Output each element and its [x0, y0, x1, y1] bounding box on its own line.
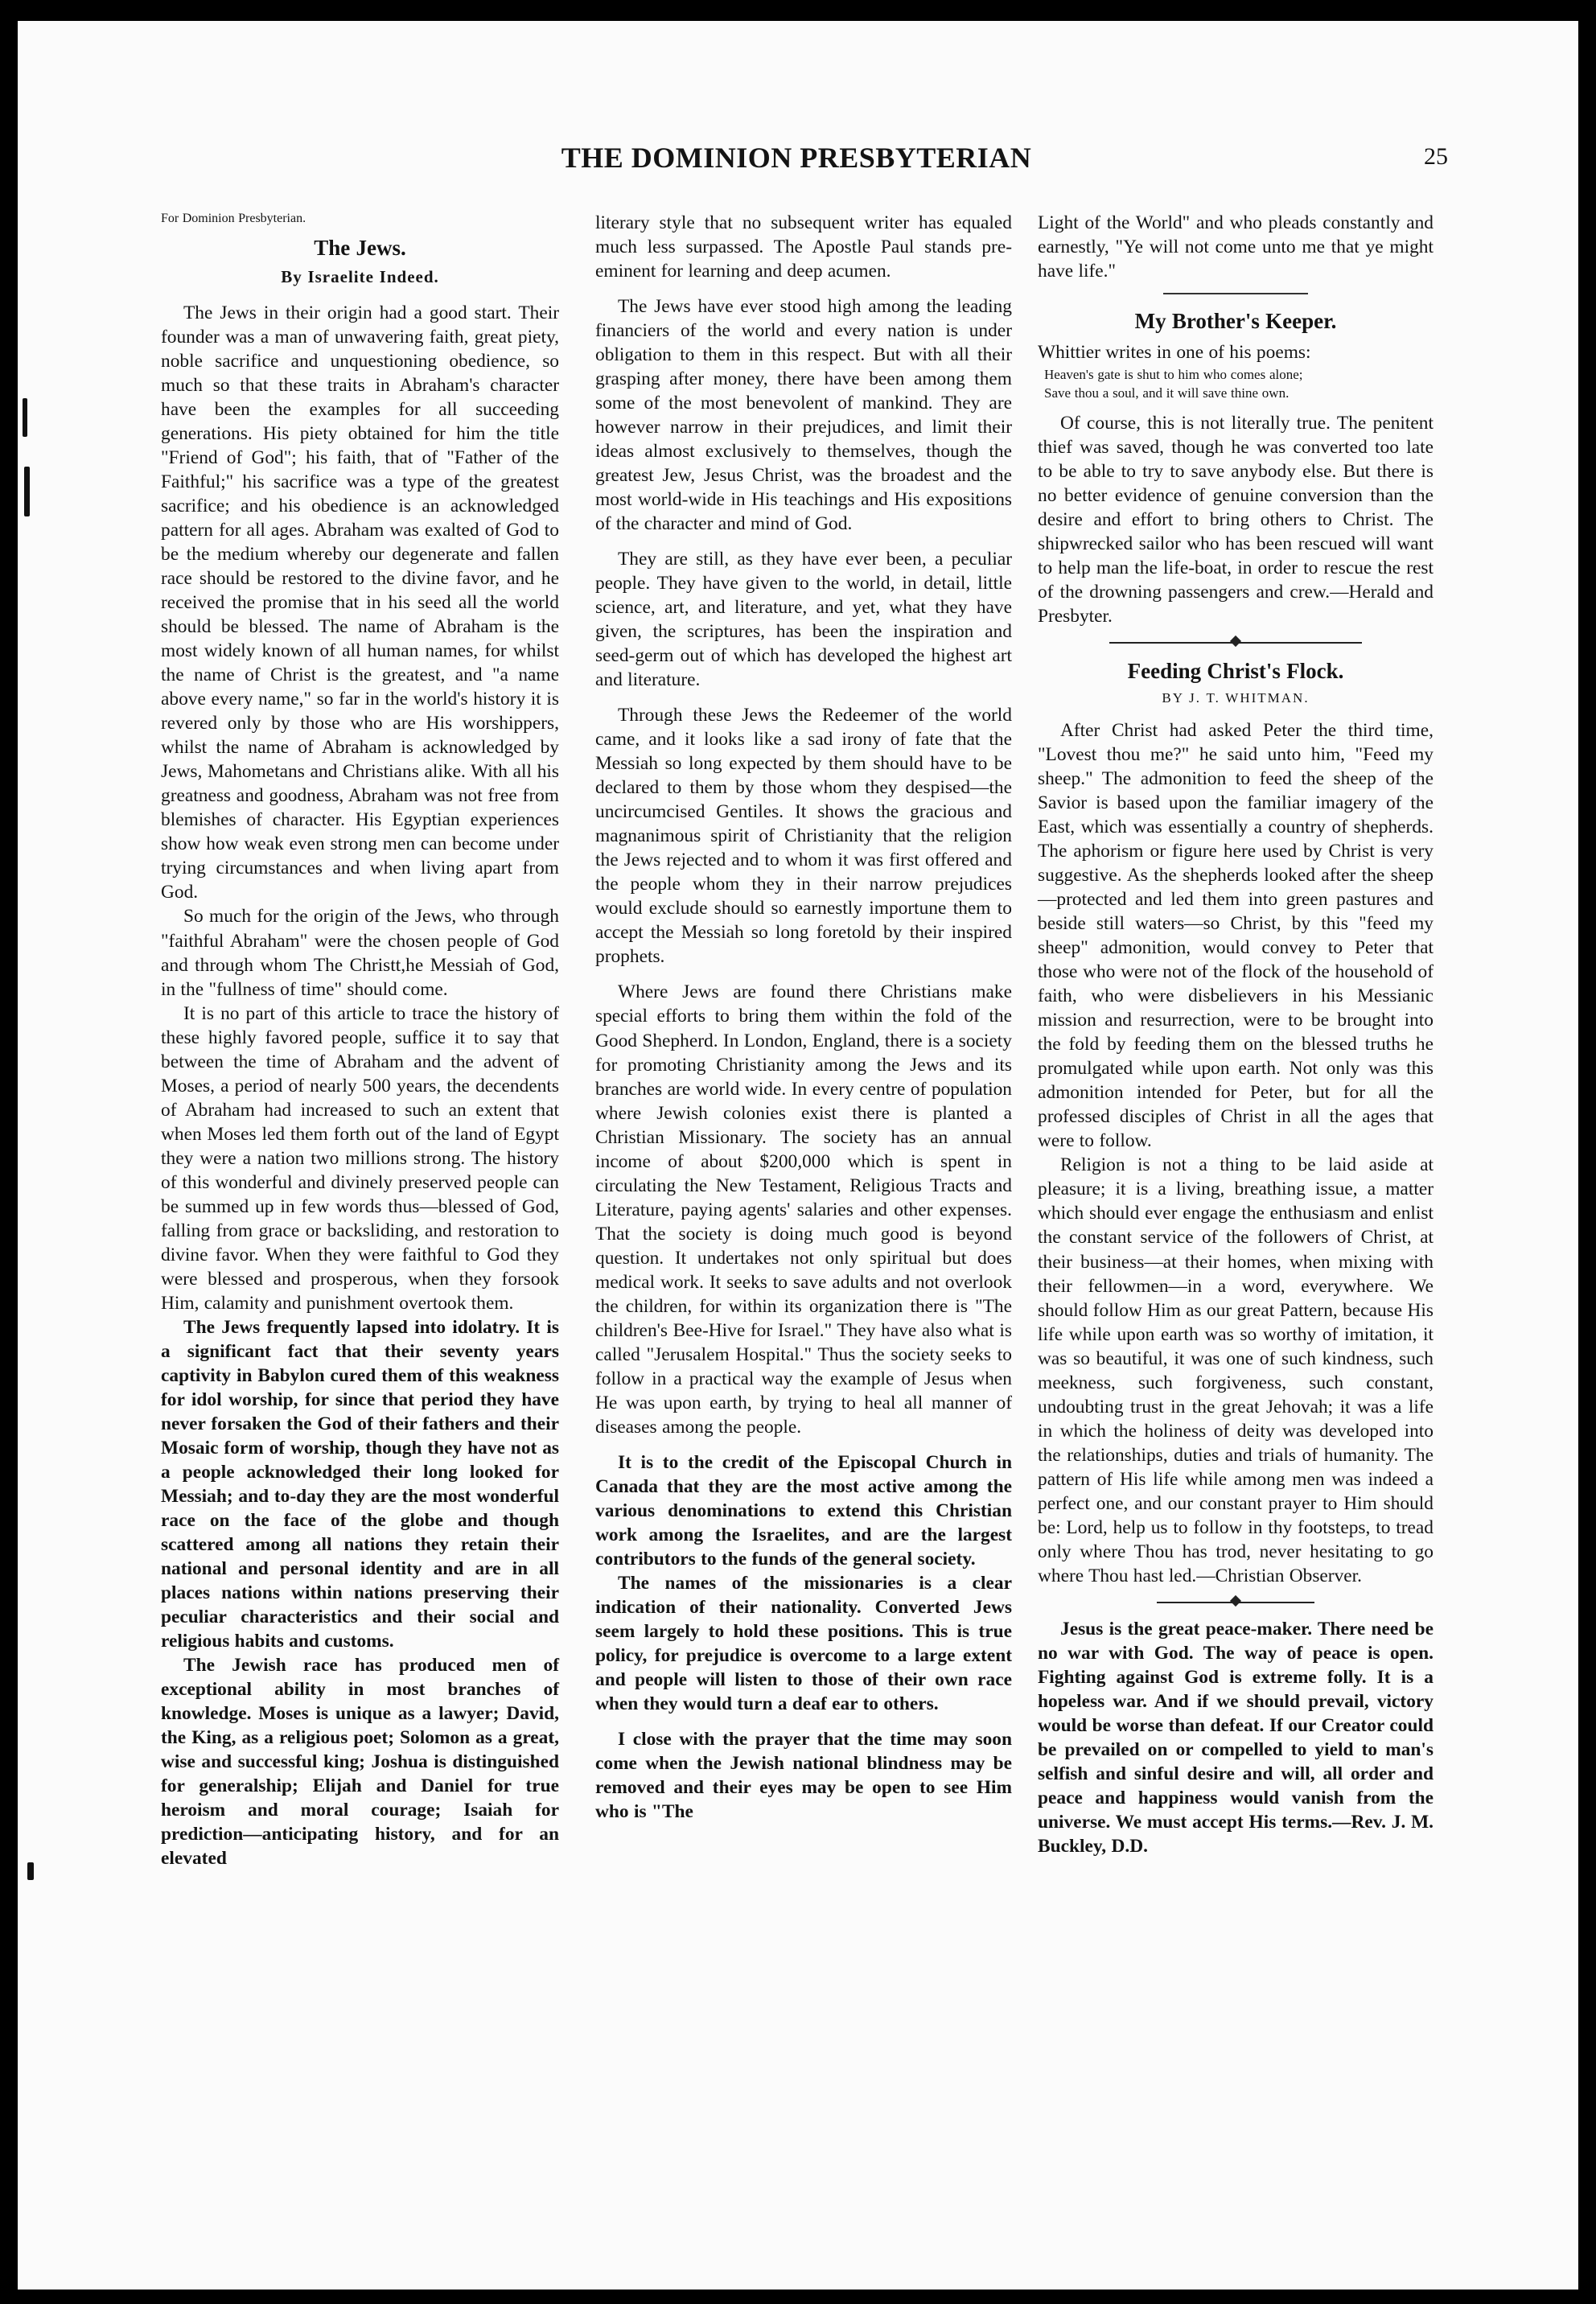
- column-3: [1038, 211, 1434, 1858]
- article-paragraph: Religion is not a thing to be laid aside at pleasure; it is a living, breathing issue, a matter which should ever engage the enthusiasm and enlist the constant service of the followers of Christ, at their business—at their homes, when mixing with their fellowmen—in a word, everywhere. We should follow Him as our great Pattern, because His life while upon earth was so worthy of imitation, it was so beautiful, it was one of such kindness, such meekness, such forgiveness, such constant, undoubting trust in the great Jehovah; it was a life in which the holiness of deity was developed into the relationships, duties and trials of humanity. The pattern of His life while among men was indeed a perfect one, and our constant prayer to Him should be: Lord, help us to follow in thy footsteps, to tread only where Thou has trod, never hesitating to go where Thou hast led.—Christian Observer.: [1038, 1154, 1434, 1586]
- article-paragraph: Light of the World" and who pleads constantly and earnestly, "Ye will not come unto me that ye might have life.": [1038, 212, 1434, 282]
- article-paragraph: Through these Jews the Redeemer of the world came, and it looks like a sad irony of fate that the Messiah so long expected by them should have to be declared to them by those whom they despised—the uncircumcised Gentiles. It shows the gracious and magnanimous spirit of Christianity that the religion the Jews rejected and to whom it was first offered and the people whom they in their narrow prejudices would exclude should so earnestly importune them to accept the Messiah so long foretold by their inspired prophets.: [595, 705, 1012, 968]
- article-paragraph: The Jews in their origin had a good start. Their founder was a man of unwavering faith, great piety, noble sacrifice and unquestioning obedience, so much so that these traits in Abraham's character have been the examples for all succeeding generations. His piety obtained for him the title "Friend of God"; his faith, that of "Father of the Faithful;" his sacrifice was a type of the greatest sacrifice; and his obedience is an acknowledged pattern for all ages. Abraham was exalted of God to be the medium whereby our degenerate and fallen race should be restored to the divine favor, and he received the promise that in his seed all the world should be blessed. The name of Abraham is the most widely known of all human names, for whilst the name of Christ is the greatest, and "a name above every name," so far in the world's history it is revered only by those who are His worshippers, whilst the name of Abraham is acknowledged by Jews, Mahometans and Christians alike. With all his greatness and goodness, Abraham was not free from blemishes of character. His Egyptian experiences show how weak even strong men can become under trying circumstances and when living apart from God.: [161, 302, 559, 903]
- column-1: [161, 211, 559, 1870]
- article-paragraph: They are still, as they have ever been, a peculiar people. They have given to the world, in detail, little science, art, and literature, and yet, what they have given, the scriptures, has been the inspiration and seed-germ out of which has developed the highest art and literature.: [595, 549, 1012, 691]
- poem-line: Heaven's gate is shut to him who comes alone;: [1044, 366, 1303, 382]
- article-paragraph: The Jews have ever stood high among the leading financiers of the world and every nation is under obligation to them in this respect. But with all their grasping after money, there have been among them some of the most benevolent of mankind. They are however narrow in their prejudices, and limit their ideas almost exclusively to themselves, though the greatest Jew, Jesus Christ, was the broadest and the most world-wide in His teachings and His expositions of the character and mind of God.: [595, 296, 1012, 535]
- article-byline-flock: BY J. T. WHITMAN.: [1162, 690, 1310, 706]
- article-kicker: For Dominion Presbyterian.: [161, 212, 306, 225]
- scan-binding-mark-2: [24, 467, 30, 516]
- article-paragraph: It is no part of this article to trace the history of these highly favored people, suffice it to say that between the time of Abraham and the advent of Moses, a period of nearly 500 years, the decendents of Abraham had increased to such an extent that when Moses led them forth out of the land of Egypt they were a nation two millions strong. The history of this wonderful and divinely preserved people can be summed up in few words thus—blessed of God, falling from grace or backsliding, and restoration to divine favor. When they were faithful to God they were blessed and prosperous, when they forsook Him, calamity and punishment overtook them.: [161, 1002, 559, 1314]
- article-intro: Whittier writes in one of his poems:: [1038, 341, 1311, 363]
- article-byline-jews: By Israelite Indeed.: [281, 267, 439, 287]
- article-title-flock: Feeding Christ's Flock.: [1127, 658, 1344, 683]
- article-paragraph: So much for the origin of the Jews, who through "faithful Abraham" were the chosen people of God and through whom The Christt,he Messiah of God, in the "fullness of time" should come.: [161, 906, 559, 1000]
- article-paragraph: I close with the prayer that the time may soon come when the Jewish national blindness may be removed and their eyes may be open to see Him who is "The: [595, 1728, 1012, 1822]
- article-paragraph: Where Jews are found there Christians make special efforts to bring them within the fold of the Good Shepherd. In London, England, there is a society for promoting Christianity among the Jews and its branches are world wide. In every centre of population where Jewish colonies exist there is planted a Christian Missionary. The society has an annual income of about $200,000 which is spent in circulating the New Testament, Religious Tracts and Literature, paying agents' salaries and other expenses. That the society is doing much good is beyond question. It undertakes not only spiritual but does medical work. It seeks to save adults and not overlook the children, for within its organization there is "The children's Bee-Hive for Israel." They have also what is called "Jerusalem Hospital." Thus the society seeks to follow in a practical way the example of Jesus when He was upon earth, by trying to heal all manner of diseases among the people.: [595, 981, 1012, 1438]
- article-title-keeper: My Brother's Keeper.: [1134, 309, 1337, 334]
- section-divider: [1163, 293, 1308, 294]
- page-number: 25: [1424, 143, 1448, 170]
- ornament-divider: [1157, 1594, 1315, 1611]
- article-paragraph: The Jewish race has produced men of exceptional ability in most branches of knowledge. Moses is unique as a lawyer; David, the King, as a religious poet; Solomon as a great, wise and successful king; Joshua is distinguished for generalship; Elijah and Daniel for true heroism and moral courage; Isaiah for prediction—anticipating history, and for an elevated: [161, 1654, 559, 1870]
- article-paragraph: It is to the credit of the Episcopal Church in Canada that they are the most active among the various denominations to extend this Christian work among the Israelites, and are the largest contributors to the funds of the general society.: [595, 1451, 1012, 1570]
- article-paragraph: The names of the missionaries is a clear indication of their nationality. Converted Jews seem largely to hold these positions. This is true policy, for prejudice is overcome to a large extent and people will listen to those of their own race when they would turn a deaf ear to others.: [595, 1572, 1012, 1714]
- scan-binding-mark-3: [27, 1862, 34, 1880]
- article-paragraph: literary style that no subsequent writer has equaled much less surpassed. The Apostle Paul stands pre-eminent for learning and deep acumen.: [595, 212, 1012, 282]
- poem-line: Save thou a soul, and it will save thine own.: [1044, 385, 1290, 401]
- article-paragraph: After Christ had asked Peter the third time, "Lovest thou me?" he said unto him, "Feed my sheep." The admonition to feed the sheep of the Savior is based upon the familiar imagery of the East, which was essentially a country of shepherds. The aphorism or figure here used by Christ is very suggestive. As the shepherds looked after the sheep—protected and led them into green pastures and beside still waters—so Christ, by this "feed my sheep" admonition, would convey to Peter that those who were not of the flock of the household of faith, who were disbelievers in his Messianic mission and resurrection, were to be brought into the fold by feeding them on the blessed truths he promulgated while upon earth. Not only was this admonition intended for Peter, but for all the professed disciples of Christ in all the ages that were to follow.: [1038, 720, 1434, 1152]
- article-paragraph: Jesus is the great peace-maker. There need be no war with God. The way of peace is open. Fighting against God is extreme folly. It is a hopeless war. And if we should prevail, victory would be worse than defeat. If our Creator could be prevailed on or compelled to yield to man's selfish and sinful desire and will, all order and peace and happiness would vanish from the universe. We must accept His terms.—Rev. J. M. Buckley, D.D.: [1038, 1618, 1434, 1857]
- poem-quote: [1038, 366, 1434, 403]
- scan-top-edge: [18, 0, 1578, 21]
- article-paragraph: The Jews frequently lapsed into idolatry. It is a significant fact that their seventy years captivity in Babylon cured them of this weakness for idol worship, for since that period they have never forsaken the God of their fathers and their Mosaic form of worship, though they have not as a people acknowledged their long looked for Messiah; and to-day they are the most wonderful race on the face of the globe and though scattered among all nations they retain their national and personal identity and are in all places nations within nations preserving their peculiar characteristics and their social and religious habits and customs.: [161, 1316, 559, 1652]
- article-title-jews: The Jews.: [314, 235, 406, 260]
- article-paragraph: Of course, this is not literally true. The penitent thief was saved, though he was converted too late to be able to try to save anybody else. But there is no better evidence of genuine conversion than the desire and effort to bring others to Christ. The shipwrecked sailor who has been rescued will want to help man the life-boat, in order to rescue the rest of the drowning passengers and crew.—Herald and Presbyter.: [1038, 412, 1434, 627]
- scan-binding-mark-1: [23, 398, 27, 437]
- running-head: THE DOMINION PRESBYTERIAN: [561, 142, 1032, 174]
- ornament-divider: [1109, 635, 1363, 651]
- column-2: [595, 211, 1012, 1824]
